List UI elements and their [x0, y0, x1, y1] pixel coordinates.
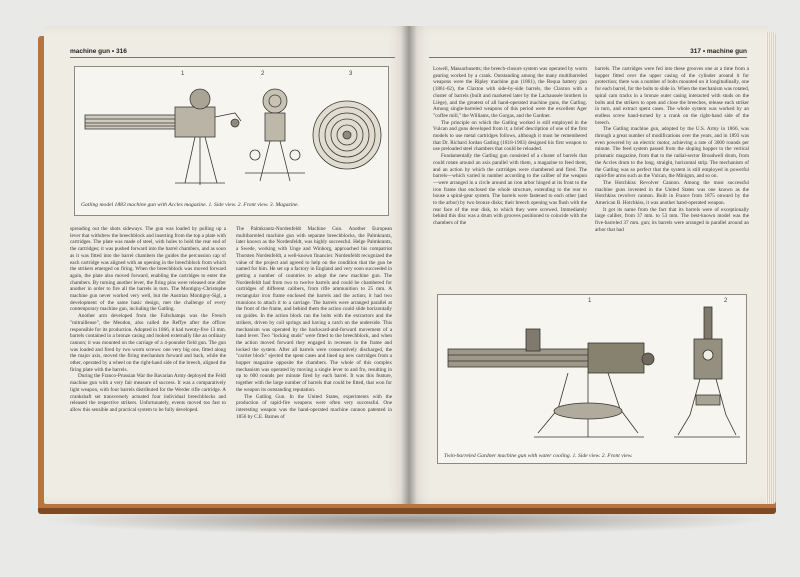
right-column-2 — [595, 66, 749, 286]
gatling-side-view — [85, 89, 241, 185]
paragraph: The principle on which the Gatling worked is still employed in the Vulcan and guns developed from it; a brief description of one of the first models to use metal cartridges follows, although it must be remembered that Dr. Richard Jordan Gatling (1818-1903) designed his first weapon to use preloaded steel chambers that could be reloaded. — [433, 119, 587, 153]
paragraph: The Gatling machine gun, adopted by the U.S. Army in 1866, was through a great number of modifications over the years, and in 1893 was even powered by an electric motor, achieving a rate of 3000 rounds per minute. The feed system passed from the sloping hopper to the vertical prismatic magazine, from that to the radial-sector Broadwell drum, from the Accles drum to the long, straight, horizontal strip. The mechanism of the Gatling was so perfect that the system is still employed in powerful rapid-fire arms such as the Vulcan, the Minigun, and so on. — [595, 126, 749, 180]
figure-number-2: 2 — [724, 298, 728, 304]
book-spread — [44, 26, 769, 504]
figure-number-1: 1 — [588, 298, 592, 304]
paragraph: The Gatling Gun. In the United States, experiments with the production of rapid-fire weapons were often very successful. One interesting weapon was the hand-operated machine cannon patented in 1856 by C.E. Barnes of — [236, 393, 392, 420]
left-running-head: machine gun • 316 — [70, 48, 127, 55]
right-running-head: 317 • machine gun — [690, 48, 747, 55]
gardner-figure — [437, 294, 747, 464]
page-edges — [766, 32, 776, 504]
figure-number-3: 3 — [349, 71, 353, 77]
paragraph: The Hotchkiss Revolver Cannon. Among the most successful machine guns invented in the United States was one known as the Hotchkiss revolver cannon. Built in France from 1875 onward by the American B. Hotchkiss, it was another hand-operated weapon. — [595, 179, 749, 207]
gardner-side-view — [448, 329, 654, 437]
left-head-rule — [70, 57, 395, 58]
book-gutter — [401, 26, 417, 504]
paragraph: Fundamentally the Gatling gun consisted of a cluster of barrels that could rotate around an axis parallel with them, a magazine to feed them, and an action by which the cartridges were chambered and fired. The barrels—which varied in number according to the caliber of the weapon—were arranged in a circle around an iron arbor hinged at its front to the iron frame that enclosed the whole structure, extending to the rear to house a spiral-gear system. The barrels were fastened to each other (and to the arbor) by two bronze disks; their breech opening was flush with the rear face of the rear disk, to which they were screwed. Immediately behind this disc was a drum with grooves positioned to coincide with the chambers of the — [433, 153, 587, 227]
gardner-engraving — [438, 299, 746, 449]
left-figure-caption: Gatling model 1883 machine gun with Accles magazine. 1. Side view. 2. Front view. 3. Magazine. — [81, 202, 299, 208]
gatling-engraving — [75, 73, 388, 193]
gardner-front-view — [674, 307, 740, 437]
left-column-1 — [70, 226, 226, 488]
right-head-rule — [429, 57, 747, 58]
paragraph: Another arm developed from the Fafschamps was the French "mitrailleuse", the Meudon, also called the Reffye after the officer responsible for its production. Adopted in 1866, it had twenty-five 13 mm. barrels contained in a bronze casing and looked externally like an ordinary cannon; it was mounted on the carriage of a 4-pounder field gun. The gun was loaded and fired by two worm screws: one very big one, fitted along the major axis, moved the firing mechanism forward and back, while the other, operated by a wheel on the right-hand side of the breech, aligned the firing plate with the barrels. — [70, 313, 226, 373]
paragraph: Lowell, Massachusetts; the breech-closure system was operated by worm gearing worked by a crank. Outstanding among the many multibarreled weapons were the Ripley machine gun (1861), the Requa battery gun (1861-62), the Claxton with side-by-side barrels, the Claxton with a cluster of barrels (built and marketed later by the Lachaussée brothers in Liège), and the greatest of all hand-operated machine guns, the Gatling. Among single-barreled weapons of this period were the excellent Ager "coffee mill," the Williams, the Gorgas, and the Gardner. — [433, 66, 587, 119]
right-column-1 — [433, 66, 587, 286]
right-page — [409, 26, 769, 504]
gatling-front-view — [245, 89, 305, 181]
left-page — [44, 26, 409, 504]
paragraph: During the Franco-Prussian War the Bavarian Army deployed the Feldl machine gun with a very fair measure of success. It was a comparatively light weapon, with four barrels distributed for the Werder rifle cartridge. A crankshaft set transversely actuated four individual breechblocks and released the respective strikers. Unfortunately, events moved too fast to allow this sensible and practical system to be fully developed. — [70, 373, 226, 413]
left-column-2 — [236, 226, 392, 488]
paragraph: It got its name from the fact that its barrels were of exceptionally large caliber, from 37 mm. to 53 mm. The best-known model was the five-barreled 37 mm. gun; its barrels were arranged in parallel around an arbor that had — [595, 206, 749, 233]
right-figure-caption: Twin-barreled Gardner machine gun with water cooling. 1. Side view. 2. Front view. — [444, 453, 633, 459]
paragraph: spreading out the shots sideways. The gun was loaded by pulling up a lever that withdrew the breechblock and inserting from the top a plate with cartridges. The plate was made of steel, with holes to hold the rear end of the cartridges; it was pushed forward into the barrel chambers, and as soon as it was fitted into the barrel chambers the guides the percussion cap of each cartridge was aligned with an opening in the breechblock from which the strikers emerged on firing. When the breechblock was moved forward again, the plate also moved forward, enabling the cartridges to enter the chambers. By turning another lever, the firing pins were released one after another in order to fire all the barrels in turn. The Montigny-Christophe machine gun never worked very well, but the Austrian Montigny-Sigl, a development of the same basic design, met the challenge of every contemporary machine gun, including the Gatling. — [70, 226, 226, 313]
paragraph: The Palmkrantz-Nordenfeldt Machine Gun. Another European multibarreled machine gun with separate breechblocks, the Palmkrantz, later known as the Nordenfeldt, was highly successful. Helge Palmkrantz, a Swede, working with Unge and Winborg, approached his compatriot Thorsten Nordenfeldt, a well-known financier. Nordenfeldt recognized the value of the project and agreed to help on the condition that the gun be named for him. He set up a factory in England and very soon succeeded in getting a number of countries to adopt the new machine gun. The Nordenfeldt had from two to twelve barrels and could be chambered for cartridges of different calibers, from rifle ammunition to 25 mm. A rectangular iron frame enclosed the barrels and the action; it had two trunnions to attach it to a carriage. The barrels were arranged parallel at the front of the frame, and behind them the action could slide horizontally on guides. In the action block ran the bolts with the extractors and the strikers, driven by coil springs and having a catch on the underside. This mechanism was operated by the backward-and-forward movement of a hand lever. Two "locking studs" were fitted to the breechblock, and when the action moved forward they engaged in recesses in the frame and locked the system. After all barrels were consecutively discharged, the "carrier block" ejected the spent cases and lined up new cartridges from a hopper magazine opposite the chambers. The whole of this complex mechanism was operated by moving a single lever to and fro, resulting in up to 600 rounds per minute fired by each barrel. It was this feature, together with the large number of barrels that could be fitted, that won for the weapon its outstanding reputation. — [236, 226, 392, 393]
accles-magazine-view — [313, 101, 381, 169]
gatling-figure — [74, 66, 389, 216]
figure-number-2: 2 — [261, 71, 265, 77]
paragraph: barrels. The cartridges were fed into these grooves one at a time from a hopper fitted over the upper casing of the cylinder around it for protection; there was a number of bolts mounted on it longitudinally, one for each barrel, for the bolts to slide in. When the mechanism was rotated, spiral cam tracks in a bronze outer casing interacted with studs on the bolts and the strikers to open and close the breeches, release each striker in turn, and extract spent cases. The whole system was worked by an endless screw hand-turned by a crank on the right-hand side of the breech. — [595, 66, 749, 126]
figure-number-1: 1 — [181, 71, 185, 77]
